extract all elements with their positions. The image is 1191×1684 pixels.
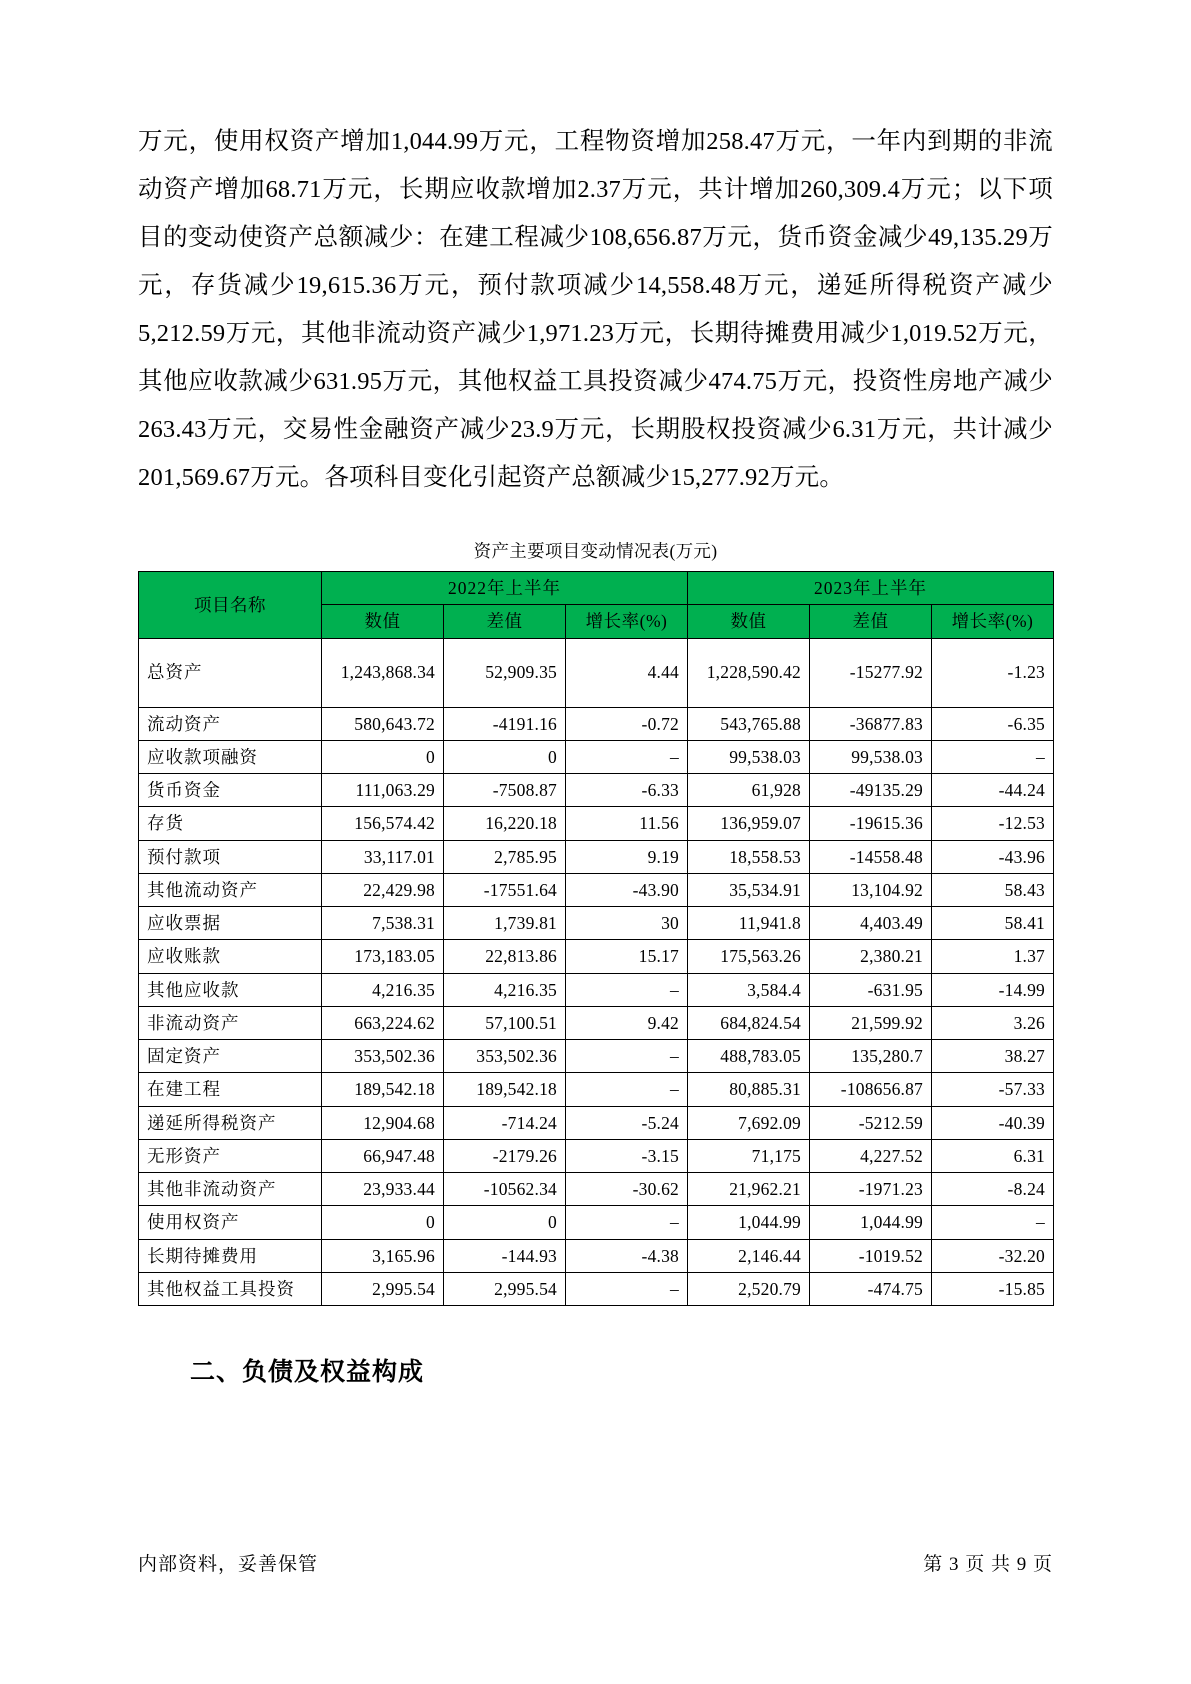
row-label: 总资产	[139, 638, 322, 707]
cell-2022-growth: -43.90	[566, 873, 688, 906]
table-row	[139, 873, 1054, 906]
page-footer	[138, 1549, 1053, 1576]
cell-2023-growth: 1.37	[932, 940, 1054, 973]
row-label: 流动资产	[139, 707, 322, 740]
cell-2023-growth: -8.24	[932, 1173, 1054, 1206]
cell-2022-diff: -2179.26	[444, 1139, 566, 1172]
cell-2022-value: 7,538.31	[322, 907, 444, 940]
table-row	[139, 1073, 1054, 1106]
cell-2022-value: 23,933.44	[322, 1173, 444, 1206]
row-label: 长期待摊费用	[139, 1239, 322, 1272]
cell-2022-value: 2,995.54	[322, 1272, 444, 1305]
table-header-row-groups	[139, 572, 1054, 605]
cell-2023-diff: 21,599.92	[810, 1006, 932, 1039]
row-label: 存货	[139, 807, 322, 840]
row-label: 其他应收款	[139, 973, 322, 1006]
cell-2022-diff: 22,813.86	[444, 940, 566, 973]
cell-2022-growth: –	[566, 1073, 688, 1106]
footer-page-number: 第 3 页 共 9 页	[923, 1554, 1053, 1575]
header-2023-value: 数值	[688, 605, 810, 638]
asset-change-table	[138, 571, 1054, 1306]
cell-2022-diff: 0	[444, 740, 566, 773]
cell-2022-value: 0	[322, 740, 444, 773]
table-row	[139, 907, 1054, 940]
row-label: 货币资金	[139, 774, 322, 807]
cell-2022-diff: -4191.16	[444, 707, 566, 740]
table-row	[139, 1006, 1054, 1039]
cell-2023-diff: 2,380.21	[810, 940, 932, 973]
cell-2022-value: 1,243,868.34	[322, 638, 444, 707]
cell-2022-value: 4,216.35	[322, 973, 444, 1006]
cell-2023-diff: 135,280.7	[810, 1040, 932, 1073]
cell-2023-diff: -49135.29	[810, 774, 932, 807]
table-row	[139, 1040, 1054, 1073]
header-group-2023: 2023年上半年	[688, 572, 1054, 605]
header-2022-value: 数值	[322, 605, 444, 638]
cell-2023-growth: -32.20	[932, 1239, 1054, 1272]
cell-2022-growth: -6.33	[566, 774, 688, 807]
header-2023-growth: 增长率(%)	[932, 605, 1054, 638]
table-row	[139, 707, 1054, 740]
cell-2022-growth: -0.72	[566, 707, 688, 740]
table-row	[139, 1206, 1054, 1239]
cell-2023-value: 11,941.8	[688, 907, 810, 940]
cell-2022-value: 111,063.29	[322, 774, 444, 807]
row-label: 递延所得税资产	[139, 1106, 322, 1139]
cell-2023-value: 71,175	[688, 1139, 810, 1172]
cell-2023-diff: -1019.52	[810, 1239, 932, 1272]
cell-2023-diff: 4,403.49	[810, 907, 932, 940]
cell-2022-growth: -3.15	[566, 1139, 688, 1172]
cell-2023-diff: -15277.92	[810, 638, 932, 707]
cell-2023-growth: -57.33	[932, 1073, 1054, 1106]
cell-2022-value: 353,502.36	[322, 1040, 444, 1073]
cell-2023-value: 21,962.21	[688, 1173, 810, 1206]
cell-2022-value: 3,165.96	[322, 1239, 444, 1272]
cell-2023-growth: -12.53	[932, 807, 1054, 840]
table-row	[139, 740, 1054, 773]
header-2022-growth: 增长率(%)	[566, 605, 688, 638]
table-row	[139, 1239, 1054, 1272]
cell-2023-diff: 1,044.99	[810, 1206, 932, 1239]
row-label: 其他流动资产	[139, 873, 322, 906]
cell-2022-value: 33,117.01	[322, 840, 444, 873]
cell-2022-diff: 2,785.95	[444, 840, 566, 873]
row-label: 固定资产	[139, 1040, 322, 1073]
cell-2023-diff: -19615.36	[810, 807, 932, 840]
header-group-2022: 2022年上半年	[322, 572, 688, 605]
cell-2022-value: 580,643.72	[322, 707, 444, 740]
header-2022-diff: 差值	[444, 605, 566, 638]
cell-2023-growth: -1.23	[932, 638, 1054, 707]
cell-2022-growth: -4.38	[566, 1239, 688, 1272]
table-caption: 资产主要项目变动情况表(万元)	[473, 541, 718, 561]
cell-2023-value: 80,885.31	[688, 1073, 810, 1106]
cell-2022-diff: -17551.64	[444, 873, 566, 906]
row-label: 应收款项融资	[139, 740, 322, 773]
cell-2023-growth: 6.31	[932, 1139, 1054, 1172]
table-row	[139, 807, 1054, 840]
cell-2023-value: 1,228,590.42	[688, 638, 810, 707]
cell-2022-diff: -7508.87	[444, 774, 566, 807]
cell-2022-diff: 4,216.35	[444, 973, 566, 1006]
cell-2022-value: 66,947.48	[322, 1139, 444, 1172]
cell-2023-value: 136,959.07	[688, 807, 810, 840]
cell-2022-growth: -5.24	[566, 1106, 688, 1139]
cell-2023-growth: 38.27	[932, 1040, 1054, 1073]
table-header	[139, 572, 1054, 639]
row-label: 其他非流动资产	[139, 1173, 322, 1206]
cell-2022-growth: –	[566, 973, 688, 1006]
section-heading: 二、负债及权益构成	[190, 1357, 425, 1386]
table-row	[139, 1272, 1054, 1305]
cell-2023-diff: 99,538.03	[810, 740, 932, 773]
cell-2023-value: 61,928	[688, 774, 810, 807]
cell-2022-growth: 11.56	[566, 807, 688, 840]
cell-2022-value: 0	[322, 1206, 444, 1239]
cell-2023-value: 99,538.03	[688, 740, 810, 773]
cell-2023-value: 684,824.54	[688, 1006, 810, 1039]
row-label: 无形资产	[139, 1139, 322, 1172]
cell-2022-diff: 52,909.35	[444, 638, 566, 707]
cell-2023-value: 35,534.91	[688, 873, 810, 906]
row-label: 应收票据	[139, 907, 322, 940]
body-paragraph: 万元，使用权资产增加1,044.99万元，工程物资增加258.47万元，一年内到期的非流动资产增加68.71万元，长期应收款增加2.37万元，共计增加260,309.4万元；以下项目的变动使资产总额减少：在建工程减少108,656.87万元，货币资金减少49,135.29万元，存货减少19,615.36万元，预付款项减少14,558.48万元，递延所得税资产减少5,212.59万元，其他非流动资产减少1,971.23万元，长期待摊费用减少1,019.52万元，其他应收款减少631.95万元，其他权益工具投资减少474.75万元，投资性房地产减少263.43万元，交易性金融资产减少23.9万元，长期股权投资减少6.31万元，共计减少201,569.67万元。各项科目变化引起资产总额减少15,277.92万元。	[138, 128, 1053, 491]
cell-2023-growth: 58.43	[932, 873, 1054, 906]
header-item-name: 项目名称	[139, 572, 322, 639]
cell-2023-growth: -14.99	[932, 973, 1054, 1006]
table-row	[139, 638, 1054, 707]
cell-2022-diff: -10562.34	[444, 1173, 566, 1206]
cell-2023-diff: -1971.23	[810, 1173, 932, 1206]
row-label: 使用权资产	[139, 1206, 322, 1239]
row-label: 预付款项	[139, 840, 322, 873]
cell-2023-growth: 3.26	[932, 1006, 1054, 1039]
cell-2022-diff: 189,542.18	[444, 1073, 566, 1106]
cell-2023-value: 7,692.09	[688, 1106, 810, 1139]
cell-2023-value: 3,584.4	[688, 973, 810, 1006]
header-2023-diff: 差值	[810, 605, 932, 638]
cell-2022-growth: –	[566, 1206, 688, 1239]
cell-2022-value: 22,429.98	[322, 873, 444, 906]
cell-2022-growth: -30.62	[566, 1173, 688, 1206]
cell-2023-value: 18,558.53	[688, 840, 810, 873]
cell-2022-diff: 2,995.54	[444, 1272, 566, 1305]
cell-2022-value: 12,904.68	[322, 1106, 444, 1139]
table-body	[139, 638, 1054, 1306]
cell-2023-diff: -5212.59	[810, 1106, 932, 1139]
cell-2022-value: 156,574.42	[322, 807, 444, 840]
cell-2023-growth: –	[932, 740, 1054, 773]
row-label: 其他权益工具投资	[139, 1272, 322, 1305]
cell-2023-growth: 58.41	[932, 907, 1054, 940]
table-row	[139, 1139, 1054, 1172]
table-row	[139, 1173, 1054, 1206]
table-row	[139, 774, 1054, 807]
table-row	[139, 940, 1054, 973]
cell-2023-growth: -44.24	[932, 774, 1054, 807]
cell-2023-diff: -474.75	[810, 1272, 932, 1305]
cell-2023-diff: -631.95	[810, 973, 932, 1006]
cell-2023-diff: 4,227.52	[810, 1139, 932, 1172]
cell-2022-value: 173,183.05	[322, 940, 444, 973]
cell-2022-value: 189,542.18	[322, 1073, 444, 1106]
cell-2023-growth: -43.96	[932, 840, 1054, 873]
cell-2022-diff: 353,502.36	[444, 1040, 566, 1073]
row-label: 非流动资产	[139, 1006, 322, 1039]
cell-2022-growth: 30	[566, 907, 688, 940]
cell-2023-diff: 13,104.92	[810, 873, 932, 906]
cell-2022-growth: –	[566, 740, 688, 773]
table-row	[139, 973, 1054, 1006]
cell-2023-growth: -40.39	[932, 1106, 1054, 1139]
cell-2023-value: 2,520.79	[688, 1272, 810, 1305]
cell-2023-growth: -15.85	[932, 1272, 1054, 1305]
cell-2022-diff: 57,100.51	[444, 1006, 566, 1039]
cell-2023-value: 175,563.26	[688, 940, 810, 973]
cell-2022-value: 663,224.62	[322, 1006, 444, 1039]
cell-2023-value: 543,765.88	[688, 707, 810, 740]
cell-2023-value: 2,146.44	[688, 1239, 810, 1272]
cell-2023-diff: -36877.83	[810, 707, 932, 740]
cell-2022-growth: 15.17	[566, 940, 688, 973]
cell-2023-diff: -14558.48	[810, 840, 932, 873]
row-label: 应收账款	[139, 940, 322, 973]
footer-left-text: 内部资料，妥善保管	[138, 1554, 319, 1575]
cell-2022-diff: 16,220.18	[444, 807, 566, 840]
cell-2022-growth: –	[566, 1040, 688, 1073]
row-label: 在建工程	[139, 1073, 322, 1106]
cell-2022-growth: –	[566, 1272, 688, 1305]
cell-2022-diff: 0	[444, 1206, 566, 1239]
cell-2022-diff: -714.24	[444, 1106, 566, 1139]
cell-2022-diff: 1,739.81	[444, 907, 566, 940]
cell-2022-growth: 9.19	[566, 840, 688, 873]
table-row	[139, 1106, 1054, 1139]
cell-2022-growth: 4.44	[566, 638, 688, 707]
cell-2022-growth: 9.42	[566, 1006, 688, 1039]
table-row	[139, 840, 1054, 873]
cell-2022-diff: -144.93	[444, 1239, 566, 1272]
cell-2023-growth: -6.35	[932, 707, 1054, 740]
cell-2023-value: 488,783.05	[688, 1040, 810, 1073]
cell-2023-value: 1,044.99	[688, 1206, 810, 1239]
cell-2023-growth: –	[932, 1206, 1054, 1239]
cell-2023-diff: -108656.87	[810, 1073, 932, 1106]
